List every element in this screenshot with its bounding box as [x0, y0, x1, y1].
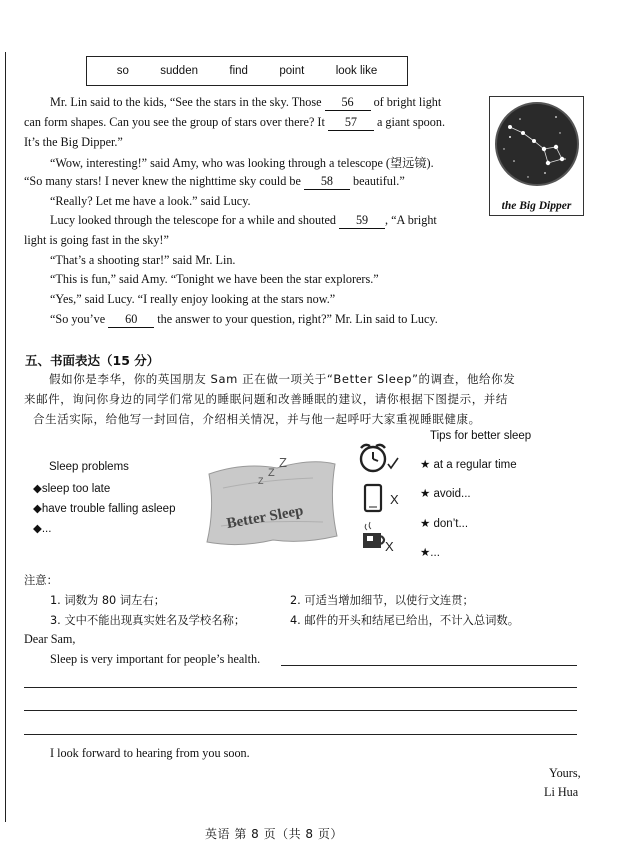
- list-item: ◆...: [33, 523, 52, 535]
- notice-item: 2. 可适当增加细节，以使行文连贯；: [290, 594, 474, 607]
- blank-57[interactable]: 57: [328, 115, 374, 131]
- word-option: point: [279, 65, 305, 77]
- task-instruction: 来邮件，询问你身边的同学们常见的睡眠问题和改善睡眠的建议，请你根据下图提示，并结: [24, 392, 508, 406]
- passage-text: the answer to your question, right?” Mr. Lin said to Lucy.: [157, 312, 438, 326]
- passage-line: “Yes,” said Lucy. “I really enjoy looking at the stars now.”: [50, 292, 336, 306]
- problems-title: Sleep problems: [49, 461, 129, 473]
- word-option: so: [116, 65, 129, 77]
- list-item: ★ at a regular time: [420, 459, 517, 471]
- word-option: find: [229, 65, 248, 77]
- passage-line: [50, 95, 441, 111]
- passage-text: , “A bright: [385, 213, 437, 227]
- writing-line[interactable]: [24, 734, 577, 735]
- pillow-text: Better Sleep: [225, 502, 305, 533]
- page-footer: 英语 第 8 页（共 8 页）: [205, 827, 343, 841]
- list-item: ★ don’t...: [420, 518, 469, 530]
- coffee-cup-icon: [363, 522, 384, 548]
- passage-line: [24, 115, 445, 131]
- alarm-clock-icon: [361, 445, 398, 471]
- image-caption: the Big Dipper: [501, 200, 572, 212]
- letter-opening: Sleep is very important for people’s health.: [50, 652, 261, 666]
- list-item: ◆sleep too late: [33, 483, 111, 495]
- cross-mark: X: [385, 539, 394, 554]
- star-sky-illustration: [490, 97, 583, 215]
- passage-text: Lucy looked through the telescope for a while and shouted: [50, 213, 336, 227]
- better-sleep-pillow-illustration: [203, 448, 343, 548]
- letter-signature: Li Hua: [544, 785, 579, 799]
- passage-line: “Really? Let me have a look.” said Lucy.: [50, 194, 251, 208]
- passage-line: “Wow, interesting!” said Amy, who was looking through a telescope (望远镜).: [50, 156, 434, 170]
- passage-text: “So you’ve: [50, 312, 106, 326]
- task-instruction: 合生活实际，给他写一封回信，介绍相关情况，并与他一起呼吁大家重视睡眠健康。: [33, 412, 481, 426]
- tips-icons: [355, 440, 415, 560]
- blank-56[interactable]: 56: [325, 95, 371, 111]
- word-option: look like: [335, 65, 378, 77]
- passage-line: “This is fun,” said Amy. “Tonight we have been the star explorers.”: [50, 272, 379, 286]
- passage-line: light is going fast in the sky!”: [24, 233, 169, 247]
- passage-text: “So many stars! I never knew the nighttime sky could be: [24, 174, 301, 188]
- word-box: [86, 56, 408, 86]
- passage-line: [24, 174, 405, 190]
- passage-text: beautiful.”: [352, 174, 405, 188]
- blank-59[interactable]: 59: [339, 213, 385, 229]
- pillow-z: Z: [279, 455, 287, 470]
- section-title: 五、书面表达（15 分）: [25, 353, 160, 368]
- phone-icon: [365, 485, 381, 511]
- list-item: ★...: [420, 547, 440, 559]
- passage-line: “That’s a shooting star!” said Mr. Lin.: [50, 253, 236, 267]
- notice-item: 1. 词数为 80 词左右；: [50, 594, 166, 607]
- passage-line: It’s the Big Dipper.”: [24, 135, 123, 149]
- cross-mark: X: [390, 492, 399, 507]
- letter-closing: I look forward to hearing from you soon.: [50, 746, 250, 760]
- writing-line[interactable]: [24, 687, 577, 688]
- list-item: ◆have trouble falling asleep: [33, 503, 176, 515]
- passage-line: [50, 213, 437, 229]
- notice-item: 3. 文中不能出现真实姓名及学校名称；: [50, 614, 246, 627]
- writing-line[interactable]: [281, 665, 577, 666]
- passage-line: [50, 312, 438, 328]
- big-dipper-image: [489, 96, 584, 216]
- passage-text: a giant spoon.: [376, 115, 446, 129]
- passage-text: can form shapes. Can you see the group of stars over there? It: [24, 115, 325, 129]
- writing-line[interactable]: [24, 710, 577, 711]
- pillow-z: Z: [258, 476, 264, 486]
- letter-greeting: Dear Sam,: [24, 632, 76, 646]
- pillow-z: Z: [268, 467, 275, 479]
- notice-item: 4. 邮件的开头和结尾已给出，不计入总词数。: [290, 614, 520, 627]
- task-instruction: 假如你是李华，你的英国朋友 Sam 正在做一项关于“Better Sleep”的调查，他给你发: [49, 372, 516, 386]
- list-item: ★ avoid...: [420, 488, 471, 500]
- letter-signoff: Yours,: [549, 766, 581, 780]
- passage-text: of bright light: [373, 95, 442, 109]
- passage-text: Mr. Lin said to the kids, “See the stars in the sky. Those: [50, 95, 322, 109]
- sleep-problems-list: [33, 461, 175, 541]
- word-option: sudden: [160, 65, 198, 77]
- margin-rule: [5, 52, 6, 822]
- tips-title: Tips for better sleep: [430, 430, 532, 442]
- blank-60[interactable]: 60: [108, 312, 154, 328]
- blank-58[interactable]: 58: [304, 174, 350, 190]
- notice-label: 注意：: [24, 574, 58, 587]
